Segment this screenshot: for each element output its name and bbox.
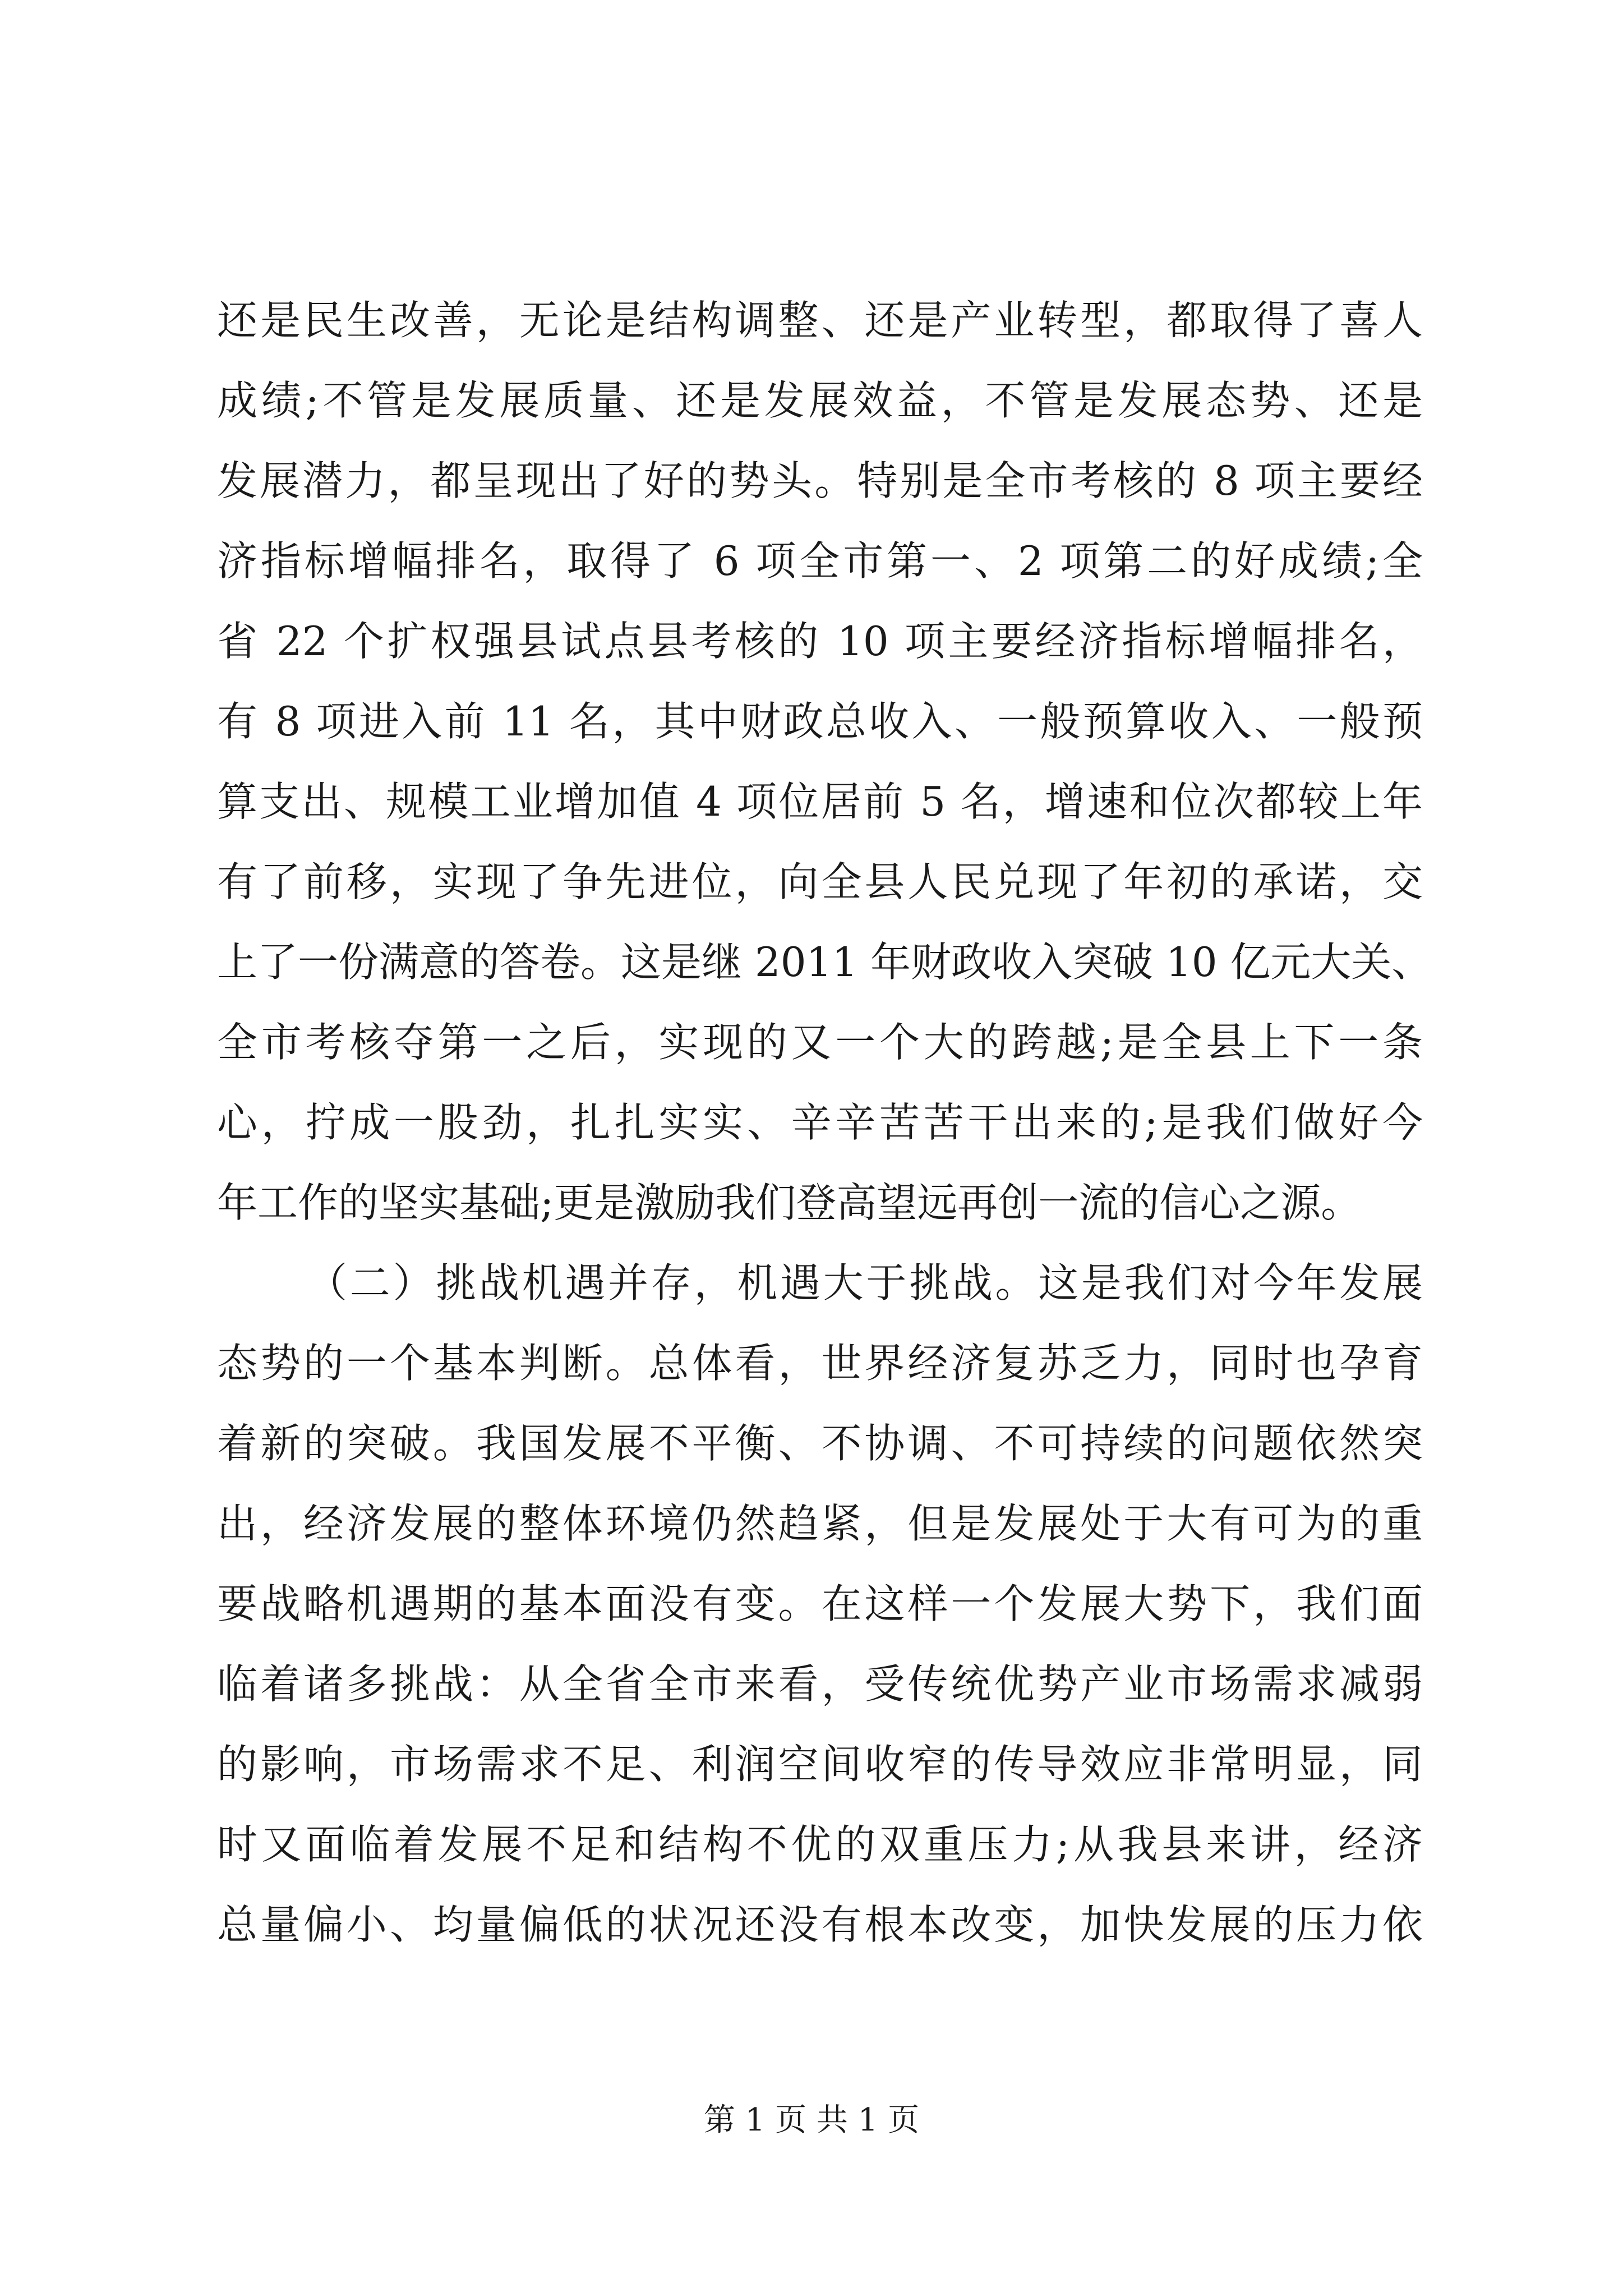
- paragraph-first-line: （二）挑战机遇并存，机遇大于挑战。这是我们对今年发展: [307, 1259, 1423, 1306]
- text-line: 临着诸多挑战：从全省全市来看，受传统优势产业市场需求减弱: [217, 1660, 1423, 1708]
- text-line: 有 8 项进入前 11 名，其中财政总收入、一般预算收入、一般预: [217, 698, 1423, 745]
- text-line: 全市考核夺第一之后，实现的又一个大的跨越;是全县上下一条: [217, 1019, 1423, 1066]
- text-line: 济指标增幅排名，取得了 6 项全市第一、2 项第二的好成绩;全: [217, 537, 1423, 585]
- text-line: 算支出、规模工业增加值 4 项位居前 5 名，增速和位次都较上年: [217, 778, 1423, 825]
- text-line: 年工作的坚实基础;更是激励我们登高望远再创一流的信心之源。: [217, 1179, 1362, 1226]
- text-line: 还是民生改善，无论是结构调整、还是产业转型，都取得了喜人: [217, 297, 1423, 344]
- text-line: 要战略机遇期的基本面没有变。在这样一个发展大势下，我们面: [217, 1580, 1423, 1627]
- body-text: [217, 280, 1432, 1965]
- text-line: 时又面临着发展不足和结构不优的双重压力;从我县来讲，经济: [217, 1821, 1423, 1868]
- text-line: 的影响，市场需求不足、利润空间收窄的传导效应非常明显，同: [217, 1741, 1423, 1788]
- text-line: 发展潜力，都呈现出了好的势头。特别是全市考核的 8 项主要经: [217, 457, 1423, 504]
- page-number-label: 第 1 页 共 1 页: [703, 2102, 920, 2138]
- text-line: 上了一份满意的答卷。这是继 2011 年财政收入突破 10 亿元大关、: [217, 938, 1432, 986]
- text-line: 着新的突破。我国发展不平衡、不协调、不可持续的问题依然突: [217, 1420, 1423, 1467]
- page-footer: [0, 2098, 1623, 2143]
- text-line: 态势的一个基本判断。总体看，世界经济复苏乏力，同时也孕育: [217, 1340, 1423, 1387]
- text-line: 心，拧成一股劲，扎扎实实、辛辛苦苦干出来的;是我们做好今: [217, 1099, 1423, 1146]
- text-line: 有了前移，实现了争先进位，向全县人民兑现了年初的承诺，交: [217, 858, 1423, 905]
- text-line: 省 22 个扩权强县试点县考核的 10 项主要经济指标增幅排名，: [217, 618, 1423, 665]
- text-line: 成绩;不管是发展质量、还是发展效益，不管是发展态势、还是: [217, 377, 1423, 424]
- text-line: 出，经济发展的整体环境仍然趋紧，但是发展处于大有可为的重: [217, 1500, 1423, 1547]
- text-line: 总量偏小、均量偏低的状况还没有根本改变，加快发展的压力依: [217, 1901, 1423, 1948]
